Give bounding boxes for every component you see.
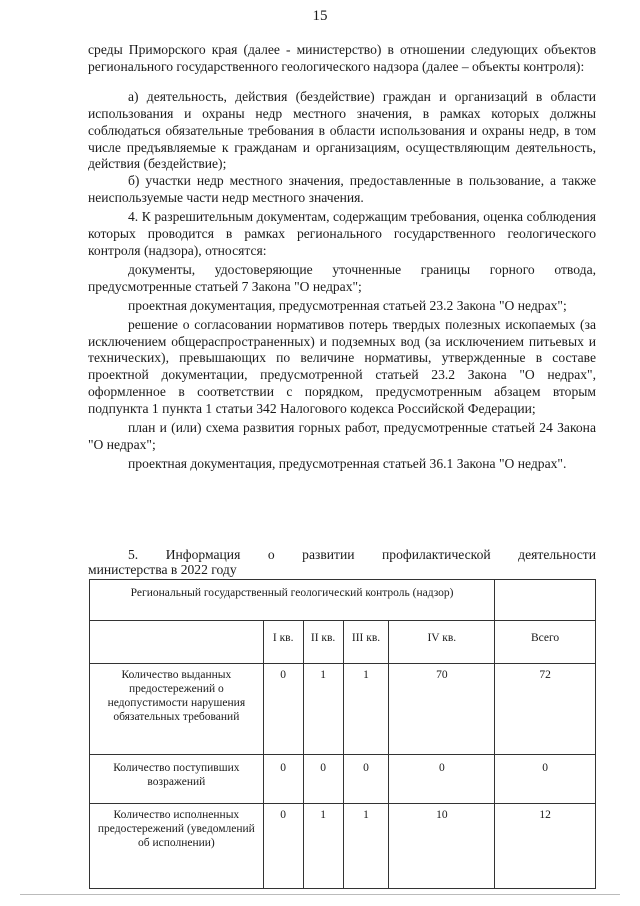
column-header-q1: I кв. [263,621,303,664]
section-5-word: 5. [128,547,139,562]
cell-q4: 0 [389,755,495,804]
section-5-word: о [267,547,275,562]
paragraph-project-doc-36-1: проектная документация, предусмотренная статьей 36.1 Закона "О недрах". [128,455,567,471]
cell-total: 12 [495,804,596,889]
row-label: Количество выданных предостережений о недопустимости нарушения обязательных требований [90,664,264,755]
cell-q1: 0 [263,755,303,804]
table-row [90,664,596,755]
page-number: 15 [312,8,328,24]
table-row [90,804,596,889]
cell-q3: 1 [343,804,389,889]
column-header-q2: II кв. [303,621,343,664]
table-title: Региональный государственный геологический контроль (надзор) [90,580,495,621]
paragraph-project-doc-23-2: проектная документация, предусмотренная статьей 23.2 Закона "О недрах"; [128,297,567,313]
cell-q4: 70 [389,664,495,755]
section-5-word: профилактической [382,547,491,562]
prevention-report-table [89,579,596,889]
row-label: Количество исполненных предостережений (уведомлений об исполнении) [90,804,264,889]
section-5-word: деятельности [518,547,596,562]
section-5-heading [88,547,596,577]
column-header-q4: IV кв. [389,621,495,664]
document-body [88,42,596,473]
paragraph-item-a: а) деятельность, действия (бездействие) граждан и организаций в области использования и охраны недр местного значения, в рамках которых должны соблюдаться обязательные требования в области использования и охраны недр, в том числе предъявляемые к гражданам и организациям, осуществляющим деятельность, действия (бездействие); [88,88,596,172]
section-5-word: Информация [165,547,241,562]
paragraph-mining-plan: план и (или) схема развития горных работ, предусмотренные статьей 24 Закона "О недрах"; [88,420,596,452]
cell-q2: 0 [303,755,343,804]
paragraph-doc-boundaries: документы, удостоверяющие уточненные границы горного отвода, предусмотренные статьей 7 Закона "О недрах"; [88,261,596,294]
cell-q2: 1 [303,664,343,755]
page-bottom-divider [20,894,620,895]
paragraph-loss-norms: решение о согласовании нормативов потерь твердых полезных ископаемых (за исключением общераспространенных) и подземных вод (за исключением питьевых и технических), превышающих по величине нормативы, утвержденные в составе проектной документации, предусмотренной статьей 23.2 Закона "О недрах", оформленное в соответствии с порядком, предусмотренным абзацем вторым подпункта 1 пункта 1 статьи 342 Налогового кодекса Российской Федерации; [88,316,596,417]
table-title-empty-cell [495,580,596,621]
table-row [90,755,596,804]
cell-total: 72 [495,664,596,755]
cell-q1: 0 [263,664,303,755]
paragraph-intro: среды Приморского края (далее - министерство) в отношении следующих объектов регионального государственного геологического надзора (далее – объекты контроля): [88,42,596,74]
paragraph-item-b: б) участки недр местного значения, предоставленные в пользование, а также неиспользуемые части недр местного значения. [88,173,596,206]
table-header-empty-cell [90,621,264,664]
table-header-row [90,621,596,664]
cell-total: 0 [495,755,596,804]
cell-q1: 0 [263,804,303,889]
column-header-total: Всего [495,621,596,664]
cell-q2: 1 [303,804,343,889]
row-label: Количество поступивших возражений [90,755,264,804]
column-header-q3: III кв. [343,621,389,664]
cell-q3: 0 [343,755,389,804]
section-5-word: развитии [302,547,355,562]
paragraph-section-4: 4. К разрешительным документам, содержащим требования, оценка соблюдения которых проводится в рамках регионального государственного геологического контроля (надзора), относятся: [88,209,596,258]
cell-q4: 10 [389,804,495,889]
section-5-line-2: министерства в 2022 году [88,562,237,577]
cell-q3: 1 [343,664,389,755]
